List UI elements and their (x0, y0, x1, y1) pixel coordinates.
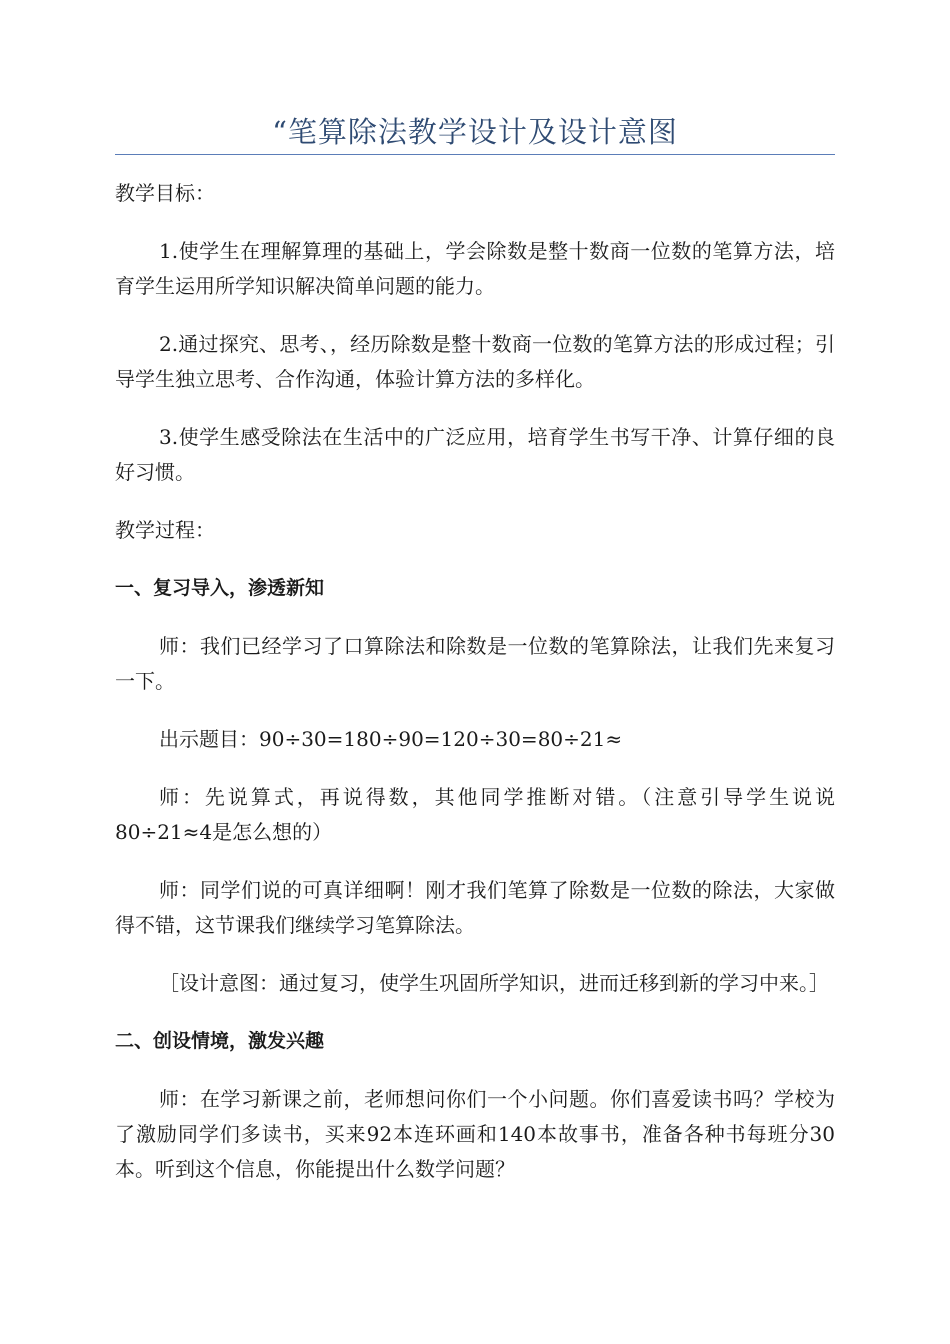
objective-1: 1.使学生在理解算理的基础上，学会除数是整十数商一位数的笔算方法，培育学生运用所学知识解决简单问题的能力。 (115, 239, 835, 298)
teacher-paragraph: 师：在学习新课之前，老师想问你们一个小问题。你们喜爱读书吗？学校为了激励同学们多读书，买来92本连环画和140本故事书，准备各种书每班分30本。听到这个信息，你能提出什么数学问题？ (115, 1087, 835, 1181)
section-heading-2: 二、创设情境，激发兴趣 (115, 1030, 325, 1052)
section-label-process: 教学过程： (115, 518, 215, 542)
teacher-paragraph: 师：我们已经学习了口算除法和除数是一位数的笔算除法，让我们先来复习一下。 (115, 634, 835, 693)
objective-3: 3.使学生感受除法在生活中的广泛应用，培育学生书写干净、计算仔细的良好习惯。 (115, 425, 835, 484)
teacher-paragraph: 师：先说算式，再说得数，其他同学推断对错。（注意引导学生说说80÷21≈4是怎么想的） (115, 785, 835, 844)
section-heading-1: 一、复习导入，渗透新知 (115, 577, 325, 599)
document-body (115, 176, 835, 1210)
teacher-paragraph: 师：同学们说的可真详细啊！刚才我们笔算了除数是一位数的除法，大家做得不错，这节课我们继续学习笔算除法。 (115, 878, 835, 937)
objective-2: 2.通过探究、思考、，经历除数是整十数商一位数的笔算方法的形成过程；引导学生独立思考、合作沟通，体验计算方法的多样化。 (115, 332, 835, 391)
exercise-paragraph: 出示题目：90÷30=180÷90=120÷30=80÷21≈ (159, 727, 623, 751)
design-intent-note: ［设计意图：通过复习，使学生巩固所学知识，进而迁移到新的学习中来。］ (159, 971, 829, 995)
title-underline (115, 154, 835, 155)
document-title: “笔算除法教学设计及设计意图 (272, 115, 678, 149)
section-label-objectives: 教学目标： (115, 181, 215, 205)
